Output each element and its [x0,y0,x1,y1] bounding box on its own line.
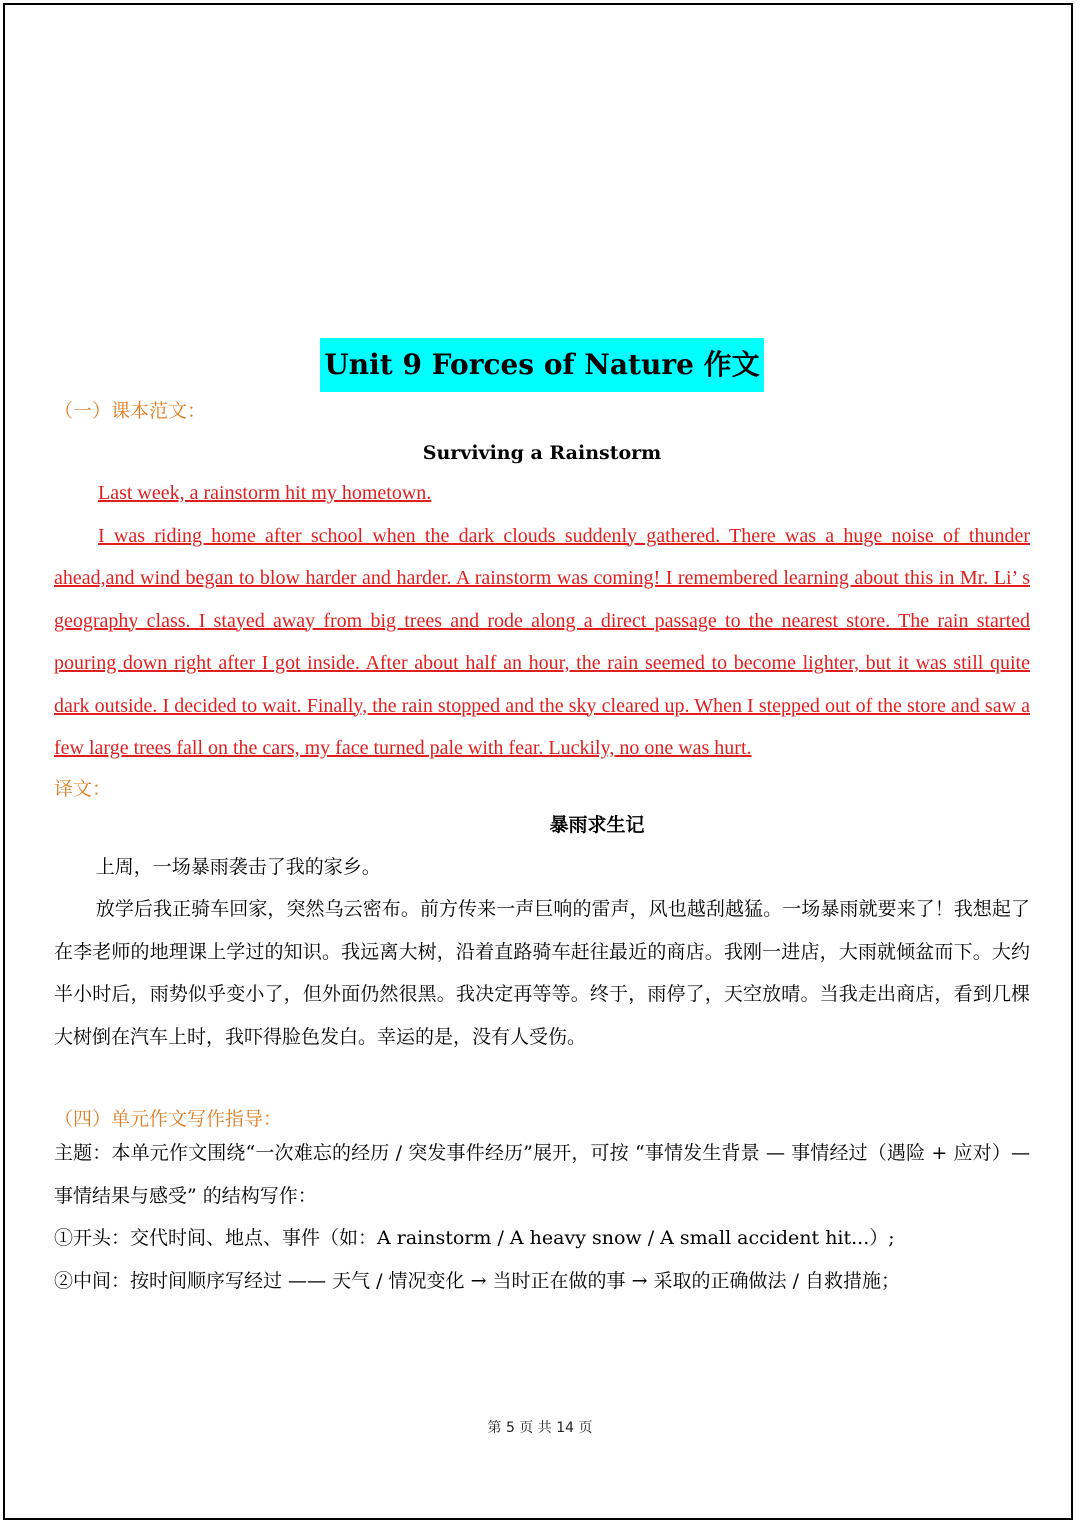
page-content [54,338,1030,1302]
guide-point-2: ②中间：按时间顺序写经过 —— 天气 / 情况变化 → 当时正在做的事 → 采取的正确做法 / 自救措施； [54,1269,901,1292]
section4-heading: （四）单元作文写作指导： [54,1108,283,1130]
section-spacer [54,1058,1030,1100]
section1-heading: （一）课本范文： [54,400,207,422]
guide-theme: 主题：本单元作文围绕“一次难忘的经历 / 突发事件经历”展开，可按 “事情发生背景 — 事情经过（遇险 + 应对）— 事情结果与感受” 的结构写作： [54,1142,1030,1207]
essay-title: Surviving a Rainstorm [422,442,662,464]
guide-point-1: ①开头：交代时间、地点、事件（如：A rainstorm / A heavy snow / A small accident hit...）; [54,1227,895,1249]
translation-heading: 译文： [54,777,112,800]
essay-paragraph: Last week, a rainstorm hit my hometown. [98,482,432,504]
translation-paragraph: 放学后我正骑车回家，突然乌云密布。前方传来一声巨响的雷声，风也越刮越猛。一场暴雨就要来了！我想起了在李老师的地理课上学过的知识。我远离大树，沿着直路骑车赶往最近的商店。我刚一进店，大雨就倾盆而下。大约半小时后，雨势似乎变小了，但外面仍然很黑。我决定再等等。终于，雨停了，天空放晴。当我走出商店，看到几棵大树倒在汽车上时，我吓得脸色发白。幸运的是，没有人受伤。 [54,898,1030,1048]
document-page [3,3,1073,1520]
translation-paragraph: 上周，一场暴雨袭击了我的家乡。 [95,855,381,878]
page-footer: 第 5 页 共 14 页 [487,1420,593,1436]
essay-paragraph: I was riding home after school when the dark clouds suddenly gathered. There was a huge noise of thunder ahead,and wind began to blow harder and harder. A rainstorm was coming! I remembered learning about this in Mr. Li’ s geography class. I stayed away from big trees and rode along a direct passage to the nearest store. The rain started pouring down right after I got inside. After about half an hour, the rain seemed to become lighter, but it was still quite dark outside. I decided to wait. Finally, the rain stopped and the sky cleared up. When I stepped out of the store and saw a few large trees fall on the cars, my face turned pale with fear. Luckily, no one was hurt. [54,524,1030,759]
unit-title: Unit 9 Forces of Nature 作文 [320,338,763,392]
title-wrapper [54,338,1030,392]
translation-title: 暴雨求生记 [549,813,645,836]
